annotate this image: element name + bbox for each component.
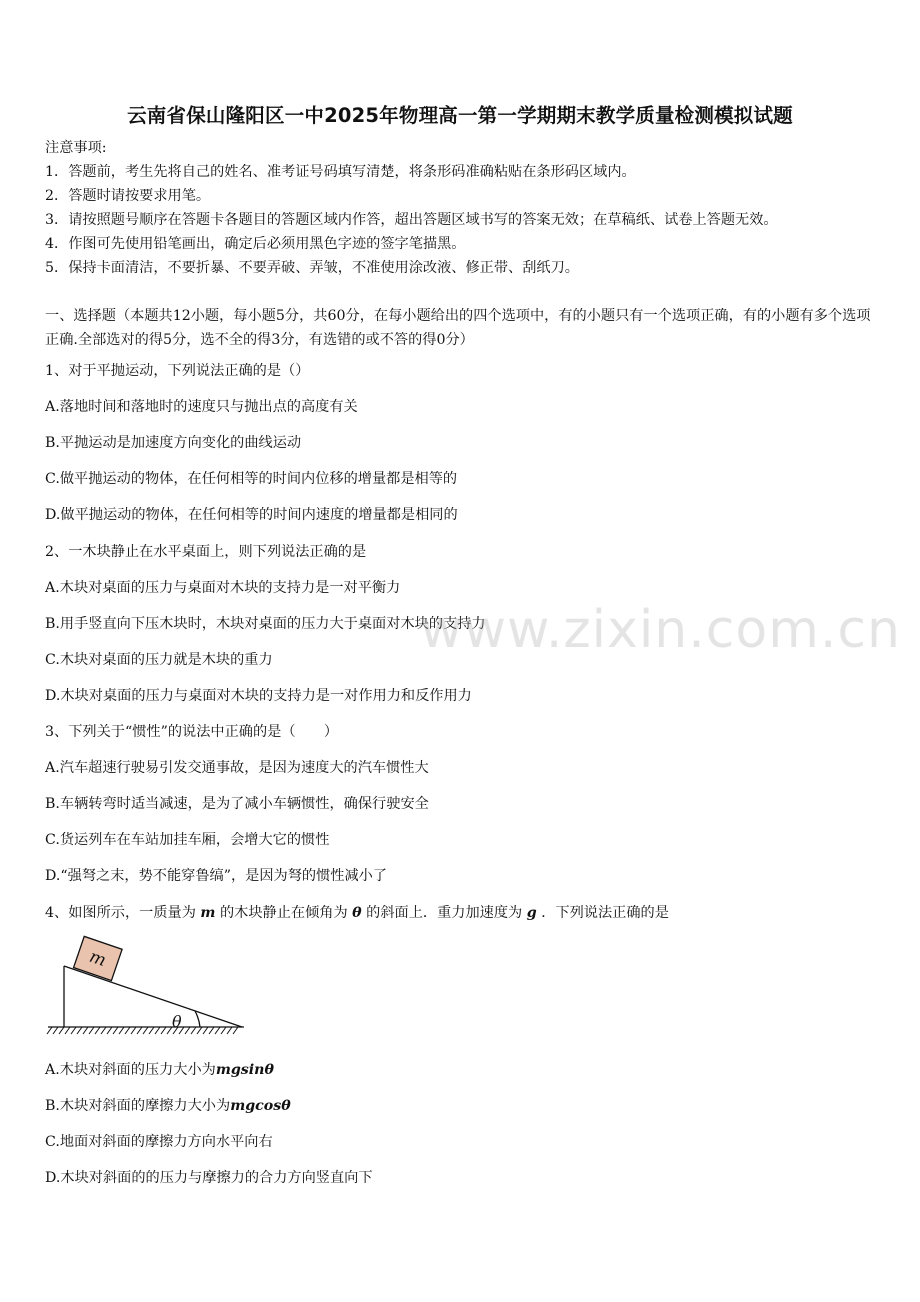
notice-item-4: 4．作图可先使用铅笔画出，确定后必须用黑色字迹的签字笔描黑。 xyxy=(45,236,466,252)
incline-figure xyxy=(44,935,254,1040)
ground-hatching xyxy=(47,1027,238,1034)
hatch-mark xyxy=(71,1027,76,1034)
angle-arc xyxy=(195,1011,200,1027)
hatch-mark xyxy=(143,1027,148,1034)
q1-stem: 1、对于平抛运动，下列说法正确的是（） xyxy=(45,363,310,379)
hatch-mark xyxy=(47,1027,52,1034)
notice-heading: 注意事项: xyxy=(45,140,107,156)
watermark: www.zixin.com.cn xyxy=(420,600,901,660)
q4-option-a-text: A.木块对斜面的压力大小为 xyxy=(45,1062,216,1078)
incline-slope xyxy=(64,966,242,1027)
hatch-mark xyxy=(89,1027,94,1034)
q2-option-d: D.木块对桌面的压力与桌面对木块的支持力是一对作用力和反作用力 xyxy=(45,688,472,704)
hatch-mark xyxy=(137,1027,142,1034)
hatch-mark xyxy=(203,1027,208,1034)
q4-stem-part-4: ．下列说法正确的是 xyxy=(541,905,669,921)
q4-option-a-expr: mgsinθ xyxy=(215,1062,274,1078)
hatch-mark xyxy=(113,1027,118,1034)
q4-option-a xyxy=(45,1061,274,1079)
q3-option-c: C.货运列车在车站加挂车厢，会增大它的惯性 xyxy=(45,832,330,848)
hatch-mark xyxy=(221,1027,226,1034)
q2-option-c: C.木块对桌面的压力就是木块的重力 xyxy=(45,652,273,668)
notice-item-1: 1．答题前，考生先将自己的姓名、准考证号码填写清楚，将条形码准确粘贴在条形码区域内。 xyxy=(45,164,636,180)
hatch-mark xyxy=(125,1027,130,1034)
q4-option-b xyxy=(45,1097,291,1115)
q4-mass-var: m xyxy=(200,905,216,921)
q4-angle-var: θ xyxy=(352,905,362,921)
block-mass-label: m xyxy=(86,946,109,972)
q4-gravity-var: g xyxy=(526,905,537,921)
q4-stem-part-1: 4、如图所示，一质量为 xyxy=(45,905,196,921)
page-title: 云南省保山隆阳区一中2025年物理高一第一学期期末教学质量检测模拟试题 xyxy=(127,104,793,127)
q4-stem xyxy=(45,904,669,922)
hatch-mark xyxy=(59,1027,64,1034)
q4-option-c: C.地面对斜面的摩擦力方向水平向右 xyxy=(45,1134,273,1150)
angle-label: θ xyxy=(172,1012,182,1031)
notice-item-3: 3．请按照题号顺序在答题卡各题目的答题区域内作答，超出答题区域书写的答案无效；在草稿纸、试卷上答题无效。 xyxy=(45,212,778,228)
hatch-mark xyxy=(77,1027,82,1034)
q4-option-b-text: B.木块对斜面的摩擦力大小为 xyxy=(45,1098,231,1114)
hatch-mark xyxy=(101,1027,106,1034)
q1-option-d: D.做平抛运动的物体，在任何相等的时间内速度的增量都是相同的 xyxy=(45,507,458,523)
q4-option-d: D.木块对斜面的的压力与摩擦力的合力方向竖直向下 xyxy=(45,1170,373,1186)
notice-item-5: 5．保持卡面清洁，不要折暴、不要弄破、弄皱，不准使用涂改液、修正带、刮纸刀。 xyxy=(45,260,579,276)
q3-option-a: A.汽车超速行驶易引发交通事故，是因为速度大的汽车惯性大 xyxy=(45,760,429,776)
hatch-mark xyxy=(149,1027,154,1034)
hatch-mark xyxy=(119,1027,124,1034)
q1-option-c: C.做平抛运动的物体，在任何相等的时间内位移的增量都是相等的 xyxy=(45,471,458,487)
hatch-mark xyxy=(227,1027,232,1034)
q2-stem: 2、一木块静止在水平桌面上，则下列说法正确的是 xyxy=(45,544,367,560)
notice-item-2: 2．答题时请按要求用笔。 xyxy=(45,188,211,204)
hatch-mark xyxy=(107,1027,112,1034)
q4-stem-part-3: 的斜面上．重力加速度为 xyxy=(366,905,523,921)
q2-option-a: A.木块对桌面的压力与桌面对木块的支持力是一对平衡力 xyxy=(45,580,401,596)
hatch-mark xyxy=(53,1027,58,1034)
q3-stem: 3、下列关于“惯性”的说法中正确的是（ ） xyxy=(45,724,339,740)
hatch-mark xyxy=(197,1027,202,1034)
hatch-mark xyxy=(191,1027,196,1034)
hatch-mark xyxy=(233,1027,238,1034)
q4-option-b-expr: mgcosθ xyxy=(230,1098,291,1114)
hatch-mark xyxy=(185,1027,190,1034)
q3-option-b: B.车辆转弯时适当减速，是为了减小车辆惯性，确保行驶安全 xyxy=(45,796,429,812)
q2-option-b: B.用手竖直向下压木块时，木块对桌面的压力大于桌面对木块的支持力 xyxy=(45,616,486,632)
q4-stem-part-2: 的木块静止在倾角为 xyxy=(219,905,348,921)
mass-block xyxy=(74,936,123,980)
hatch-mark xyxy=(95,1027,100,1034)
hatch-mark xyxy=(65,1027,70,1034)
hatch-mark xyxy=(215,1027,220,1034)
hatch-mark xyxy=(131,1027,136,1034)
hatch-mark xyxy=(155,1027,160,1034)
hatch-mark xyxy=(161,1027,166,1034)
q1-option-b: B.平抛运动是加速度方向变化的曲线运动 xyxy=(45,435,302,451)
section-intro: 一、选择题（本题共12小题，每小题5分，共60分，在每小题给出的四个选项中，有的小题只有一个选项正确，有的小题有多个选项正确.全部选对的得5分，选不全的得3分，有选错的或不答的得0分） xyxy=(45,308,871,348)
q3-option-d: D.“强弩之末，势不能穿鲁缟”，是因为弩的惯性减小了 xyxy=(45,868,388,884)
q1-option-a: A.落地时间和落地时的速度只与抛出点的高度有关 xyxy=(45,399,358,415)
hatch-mark xyxy=(209,1027,214,1034)
hatch-mark xyxy=(83,1027,88,1034)
